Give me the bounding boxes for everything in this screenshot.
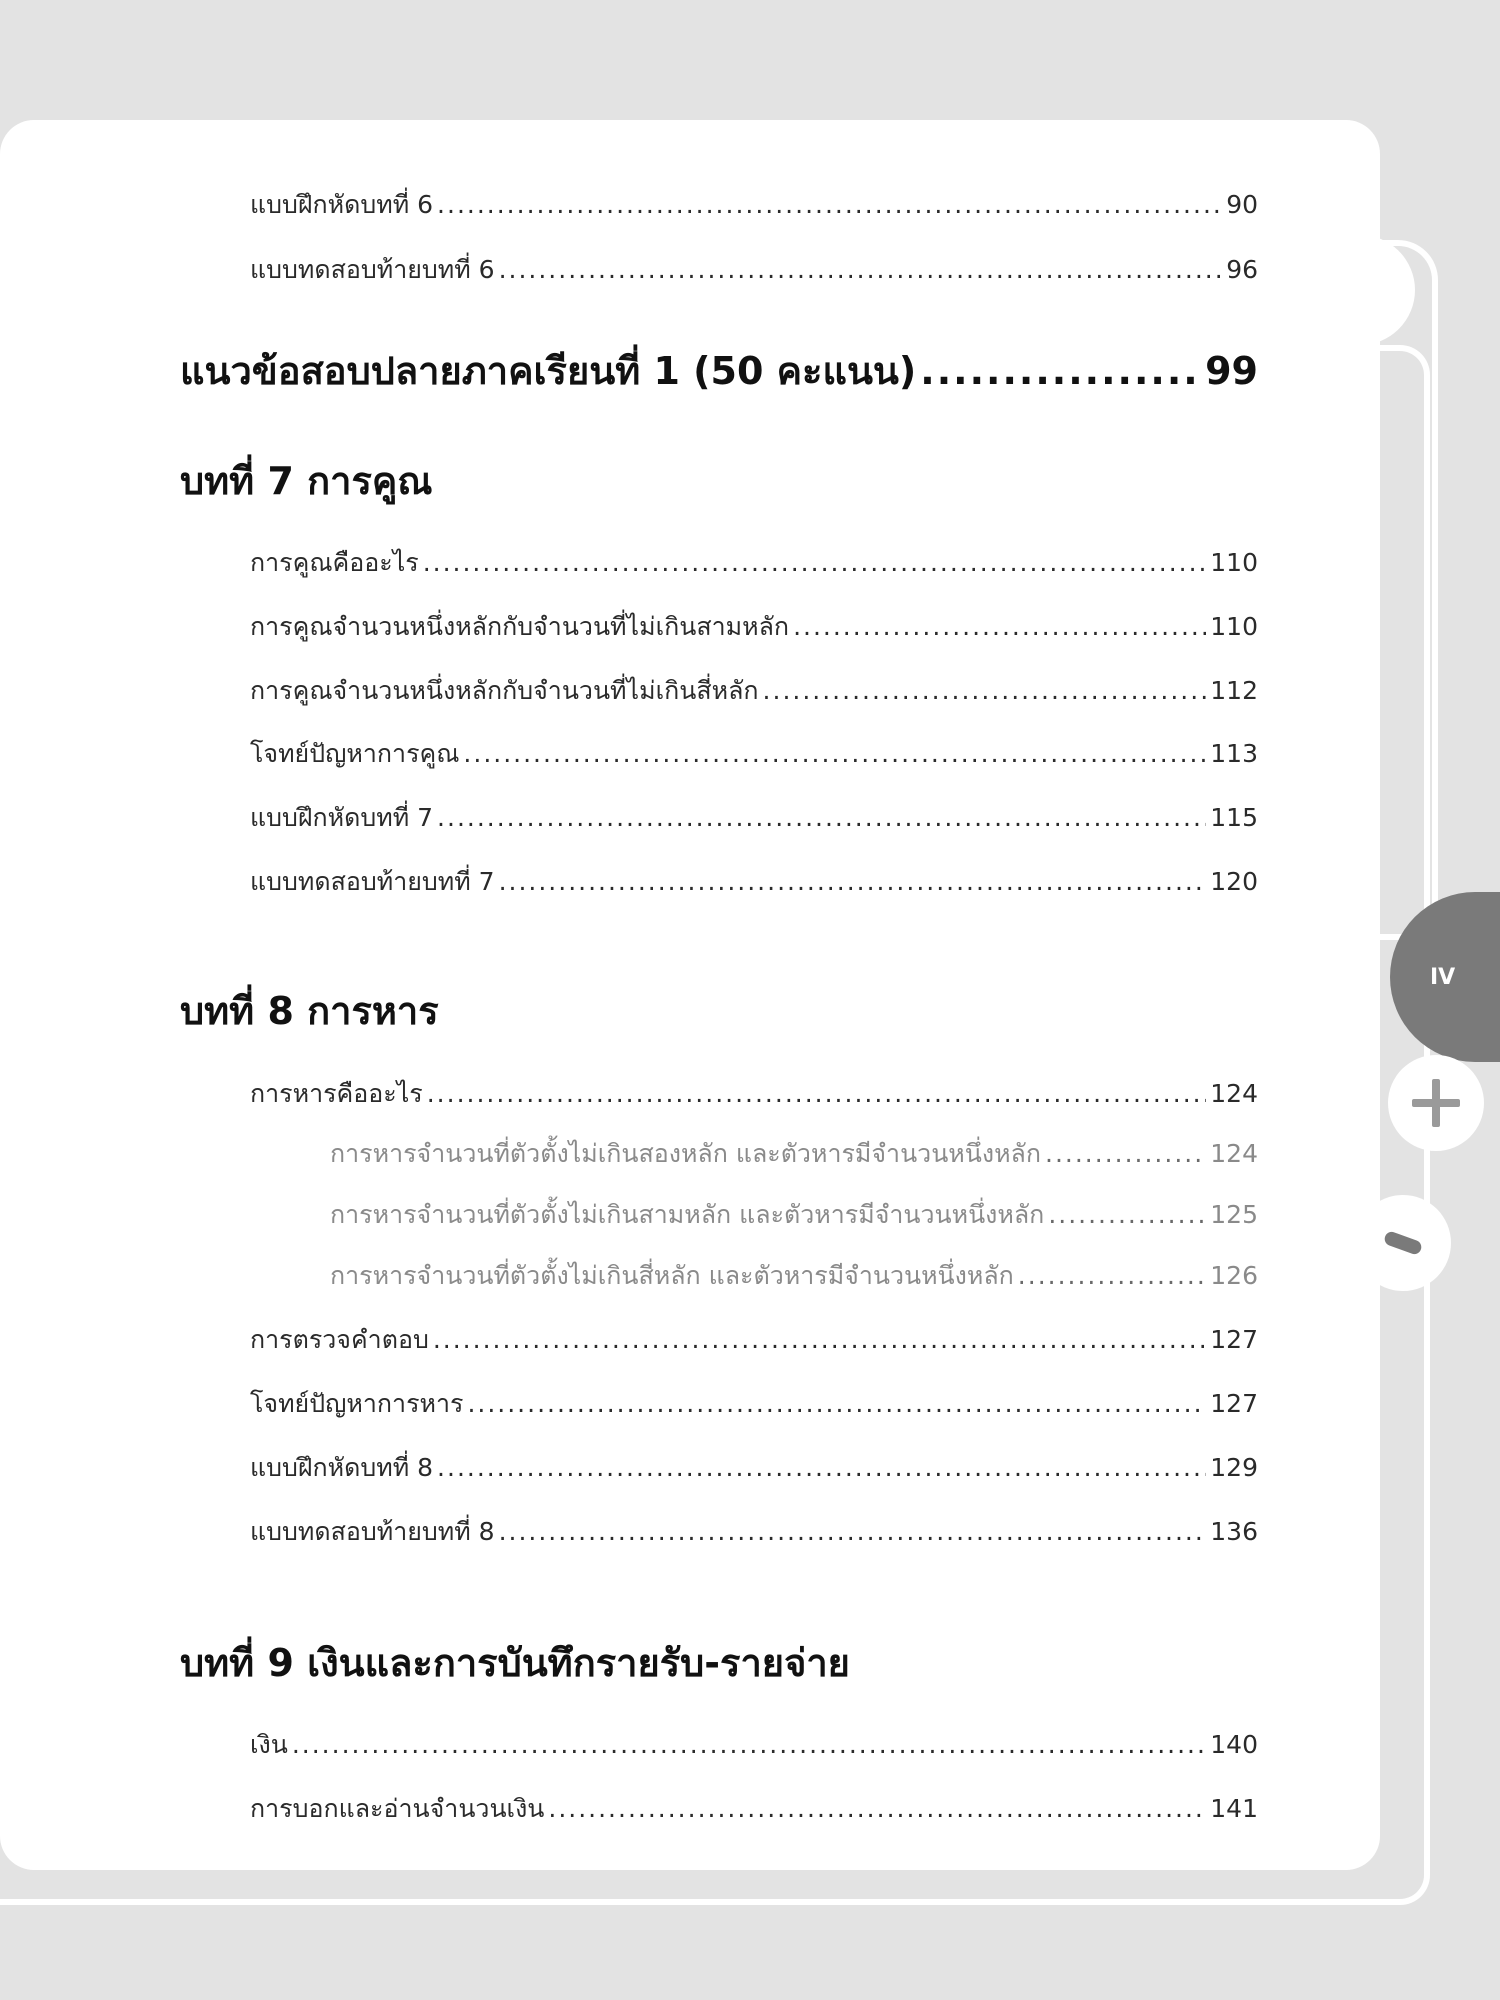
chapter-7-title[interactable]: บทที่ 7 การคูณ (180, 459, 433, 503)
toc-entry-label: แบบทดสอบท้ายบทที่ 6 (250, 255, 495, 284)
dot-leader (793, 612, 1206, 641)
toc-entry-page: 112 (1210, 676, 1258, 705)
toc-entry[interactable] (250, 862, 1258, 902)
toc-entry-page: 136 (1210, 1517, 1258, 1546)
toc-entry[interactable] (250, 250, 1258, 290)
toc-entry-page: 141 (1210, 1794, 1258, 1823)
page-number: IV (1430, 964, 1456, 990)
toc-entry-page: 129 (1210, 1453, 1258, 1482)
dot-leader (437, 803, 1206, 832)
toc-entry-page: 127 (1210, 1325, 1258, 1354)
toc-entry[interactable] (250, 607, 1258, 647)
dot-leader (763, 676, 1207, 705)
toc-entry-label: เงิน (250, 1730, 288, 1759)
toc-subentry-label: การหารจำนวนที่ตัวตั้งไม่เกินสามหลัก และตัวหารมีจำนวนหนึ่งหลัก (330, 1200, 1045, 1229)
dot-leader (463, 739, 1206, 768)
side-tab-outline (1378, 240, 1438, 940)
toc-entry-label: โจทย์ปัญหาการหาร (250, 1389, 464, 1418)
dot-leader (499, 1517, 1207, 1546)
dot-leader (433, 1325, 1206, 1354)
toc-entry[interactable] (250, 798, 1258, 838)
toc-entry-label: แบบฝึกหัดบทที่ 8 (250, 1453, 434, 1482)
toc-entry[interactable] (250, 1448, 1258, 1488)
toc-subentry-page: 124 (1210, 1139, 1258, 1168)
toc-subentry[interactable] (330, 1134, 1258, 1174)
toc-entry-page: 140 (1210, 1730, 1258, 1759)
toc-entry-page: 115 (1210, 803, 1258, 832)
toc-entry-label: การบอกและอ่านจำนวนเงิน (250, 1794, 545, 1823)
dot-leader (423, 548, 1207, 577)
toc-entry[interactable] (250, 1384, 1258, 1424)
toc-entry-label: แบบฝึกหัดบทที่ 7 (250, 803, 434, 832)
toc-entry[interactable] (250, 1512, 1258, 1552)
toc-entry-label: แบบทดสอบท้ายบทที่ 8 (250, 1517, 495, 1546)
toc-subentry-page: 126 (1210, 1261, 1258, 1290)
toc-exam-entry[interactable] (180, 340, 1258, 401)
zoom-in-button[interactable] (1388, 1055, 1484, 1151)
dot-leader (499, 255, 1223, 284)
toc-subentry[interactable] (330, 1256, 1258, 1296)
toc-entry-label: แบบฝึกหัดบทที่ 6 (250, 190, 434, 219)
toc-entry-label: การคูณจำนวนหนึ่งหลักกับจำนวนที่ไม่เกินสามหลัก (250, 612, 790, 641)
dot-leader (1045, 1139, 1206, 1168)
dot-leader (920, 349, 1201, 393)
toc-entry-label: การคูณคืออะไร (250, 548, 419, 577)
toc-entry-page: 120 (1210, 867, 1258, 896)
toc-entry-label: การหารคืออะไร (250, 1079, 423, 1108)
dot-leader (427, 1079, 1207, 1108)
toc-entry-page: 127 (1210, 1389, 1258, 1418)
toc-entry[interactable] (250, 543, 1258, 583)
toc-entry[interactable] (250, 1789, 1258, 1829)
toc-entry-page: 124 (1210, 1079, 1258, 1108)
plus-icon (1412, 1079, 1460, 1127)
toc-entry-page: 110 (1210, 612, 1258, 641)
chapter-9-title[interactable]: บทที่ 9 เงินและการบันทึกรายรับ-รายจ่าย (180, 1641, 850, 1685)
toc-entry-page: 110 (1210, 548, 1258, 577)
dot-leader (467, 1389, 1206, 1418)
toc-subentry[interactable] (330, 1195, 1258, 1235)
toc-entry-label: โจทย์ปัญหาการคูณ (250, 739, 460, 768)
dot-leader (437, 1453, 1206, 1482)
toc-entry-label: การคูณจำนวนหนึ่งหลักกับจำนวนที่ไม่เกินสี่หลัก (250, 676, 759, 705)
zoom-out-button[interactable] (1355, 1195, 1451, 1291)
toc-entry-page: 113 (1210, 739, 1258, 768)
dot-leader (499, 867, 1207, 896)
dot-leader (1048, 1200, 1206, 1229)
toc-subentry-page: 125 (1210, 1200, 1258, 1229)
toc-exam-label: แนวข้อสอบปลายภาคเรียนที่ 1 (50 คะแนน) (180, 349, 917, 393)
toc-entry-label: แบบทดสอบท้ายบทที่ 7 (250, 867, 495, 896)
toc-entry-label: การตรวจคำตอบ (250, 1325, 429, 1354)
chapter-8-title[interactable]: บทที่ 8 การหาร (180, 989, 439, 1033)
toc-subentry-label: การหารจำนวนที่ตัวตั้งไม่เกินสองหลัก และตัวหารมีจำนวนหนึ่งหลัก (330, 1139, 1042, 1168)
toc-subentry-label: การหารจำนวนที่ตัวตั้งไม่เกินสี่หลัก และตัวหารมีจำนวนหนึ่งหลัก (330, 1261, 1014, 1290)
toc-entry-page: 90 (1226, 190, 1258, 219)
dot-leader (1018, 1261, 1206, 1290)
toc-entry-page: 96 (1226, 255, 1258, 284)
minus-icon (1383, 1230, 1423, 1256)
toc-exam-page: 99 (1205, 349, 1258, 393)
dot-leader (548, 1794, 1206, 1823)
toc-entry[interactable] (250, 1320, 1258, 1360)
toc-entry[interactable] (250, 1725, 1258, 1765)
toc-entry[interactable] (250, 185, 1258, 225)
toc-entry[interactable] (250, 671, 1258, 711)
dot-leader (292, 1730, 1206, 1759)
toc-entry[interactable] (250, 1074, 1258, 1114)
dot-leader (437, 190, 1222, 219)
toc-entry[interactable] (250, 734, 1258, 774)
